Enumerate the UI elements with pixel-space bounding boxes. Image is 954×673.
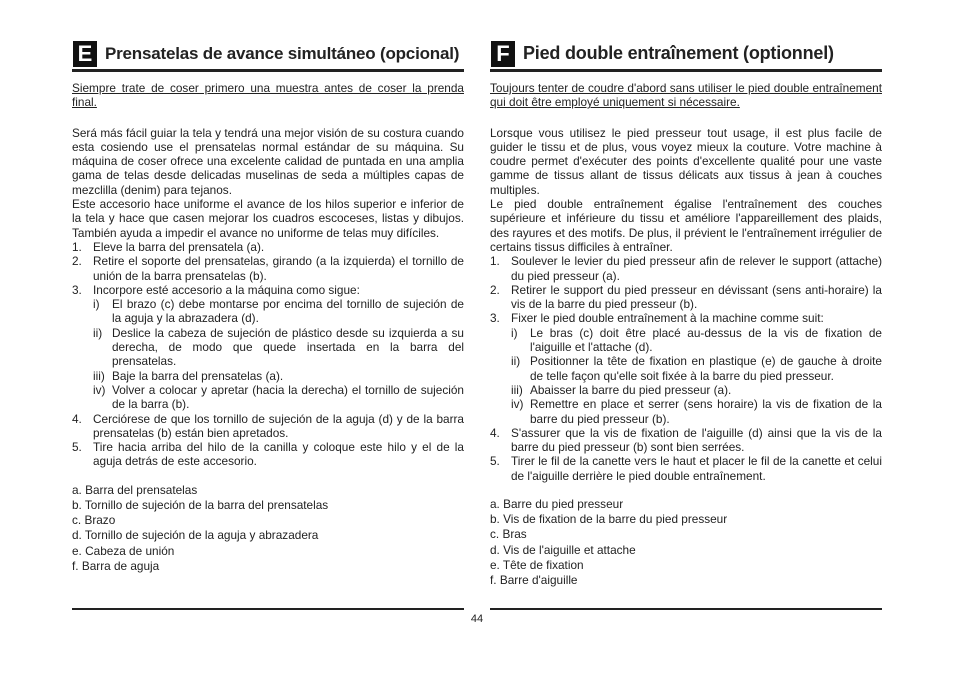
substep-item: iii) Baje la barra del prensatelas (a). bbox=[93, 368, 284, 383]
section-e-header bbox=[72, 38, 464, 72]
section-f-title: Pied double entraînement (optionnel) bbox=[523, 43, 834, 63]
legend-item: b. Vis de fixation de la barre du pied presseur bbox=[490, 512, 728, 527]
legend-item: c. Brazo bbox=[72, 513, 116, 528]
legend-item: a. Barre du pied presseur bbox=[490, 497, 624, 512]
legend-item: b. Tornillo de sujeción de la barra del prensatelas bbox=[72, 497, 329, 512]
step-item: 4. S'assurer que la vis de fixation de l'aiguille (d) ainsi que la vis de la barre du pied presseur (b) sont bien serrées. bbox=[490, 425, 882, 455]
section-f-legend bbox=[490, 497, 882, 588]
section-e-substeps bbox=[93, 297, 464, 411]
legend-item: f. Barre d'aiguille bbox=[490, 573, 578, 588]
section-e-legend bbox=[72, 483, 464, 574]
section-e bbox=[72, 38, 464, 574]
step-item: 1. Eleve la barra del prensatela (a). bbox=[72, 239, 265, 254]
section-e-title: Prensatelas de avance simultáneo (opcional) bbox=[105, 43, 460, 63]
step-item: 1. Soulever le levier du pied presseur afin de relever le support (attache) du pied presseur (a). bbox=[490, 254, 882, 283]
legend-item: a. Barra del prensatelas bbox=[72, 482, 198, 497]
section-f-substeps bbox=[511, 326, 882, 426]
legend-item: d. Vis de l'aiguille et attache bbox=[490, 542, 636, 557]
step-item: 4. Cerciórese de que los tornillo de sujeción de la aguja (d) y de la barra prensatelas (b) están bien apretados. bbox=[72, 411, 464, 440]
section-f-badge: F bbox=[491, 41, 515, 67]
step-item: 5. Tirer le fil de la canette vers le haut et placer le fil de la canette et celui de l'aiguille derrière le pied double entraînement. bbox=[490, 454, 882, 483]
section-f-bottom-rule bbox=[490, 608, 882, 610]
substep-item: iii) Abaisser la barre du pied presseur (a). bbox=[511, 382, 732, 397]
step-item: 3. Fixer le pied double entraînement à la machine comme suit: i) Le bras (c) doit être placé au-dessus de la vis de fixation de l'aiguille et l'attache (d). ii) Positionner la tête de fixation en plastique (e) de gauche à droite de telle façon qu'elle soit fixée à la barre du pied presseur. iii) Abaisser la barre du pied presseur (a). iv) Remettre en place et serrer (sens horaire) la vis de fixation de la barre du pied presseur (b). bbox=[490, 311, 882, 426]
section-e-intro: Siempre trate de coser primero una muestra antes de coser la prenda final. bbox=[72, 81, 464, 110]
section-e-paragraph: Este accesorio hace uniforme el avance de los hilos superior e inferior de la tela y hace que casen mejorar los cuadros escoceses, listas y dibujos. También ayuda a impedir el avance no uniforme de telas muy difíciles. bbox=[72, 197, 464, 240]
section-e-paragraph: Será más fácil guiar la tela y tendrá una mejor visión de su costura cuando esta cosiendo use el prensatelas normal estándar de su máquina. Su máquina de coser ofrece una excelente calidad de puntada en una amplia gama de telas desde delicadas muselinas de seda a múltiples capas de mezclilla (denim) para tejanos. bbox=[72, 125, 464, 197]
section-f-header bbox=[490, 38, 882, 72]
step-item: 5. Tire hacia arriba del hilo de la canilla y coloque este hilo y el de la aguja detrás de este accesorio. bbox=[72, 440, 464, 469]
step-item: 2. Retire el soporte del prensatelas, girando (a la izquierda) el tornillo de unión de la barra prensatelas (b). bbox=[72, 254, 464, 283]
substep-item: iv) Volver a colocar y apretar (hacia la derecha) el tornillo de sujeción de la barra (b). bbox=[93, 382, 464, 412]
section-e-bottom-rule bbox=[72, 608, 464, 610]
section-e-badge: E bbox=[73, 41, 97, 67]
legend-item: f. Barra de aguja bbox=[72, 558, 160, 573]
section-f-steps bbox=[490, 254, 882, 483]
substep-item: ii) Deslice la cabeza de sujeción de plástico desde su izquierda a su derecha, de modo que quede insertada en la barra del prensatelas. bbox=[93, 325, 464, 369]
substep-item: i) El brazo (c) debe montarse por encima del tornillo de sujeción de la aguja y la abrazadera (d). bbox=[93, 297, 464, 326]
section-e-steps bbox=[72, 240, 464, 469]
legend-item: e. Cabeza de unión bbox=[72, 543, 175, 558]
section-f-intro: Toujours tenter de coudre d'abord sans utiliser le pied double entraînement qui doit être employé uniquement si nécessaire. bbox=[490, 81, 882, 110]
legend-item: d. Tornillo de sujeción de la aguja y abrazadera bbox=[72, 528, 319, 543]
substep-item: i) Le bras (c) doit être placé au-dessus de la vis de fixation de l'aiguille et l'attache (d). bbox=[511, 325, 882, 355]
substep-item: ii) Positionner la tête de fixation en plastique (e) de gauche à droite de telle façon qu'elle soit fixée à la barre du pied presseur. bbox=[511, 354, 882, 383]
page-number: 44 bbox=[470, 613, 484, 625]
legend-item: c. Bras bbox=[490, 527, 527, 542]
section-f-paragraph: Le pied double entraînement égalise l'entraînement des couches supérieure et inférieure du tissu et améliore l'appareillement des plaids, des rayures et des motifs. De plus, il prévient le l'entraînement irrégulier de certains tissus difficiles à entraîner. bbox=[490, 197, 882, 254]
legend-item: e. Tête de fixation bbox=[490, 557, 584, 572]
step-item: 3. Incorpore esté accesorio a la máquina como sigue: i) El brazo (c) debe montarse por encima del tornillo de sujeción de la aguja y la abrazadera (d). ii) Deslice la cabeza de sujeción de plástico desde su izquierda a su derecha, de modo que quede insertada en la barra del prensatelas. iii) Baje la barra del prensatelas (a). iv) Volver a colocar y apretar (hacia la derecha) el tornillo de sujeción de la barra (b). bbox=[72, 282, 464, 412]
section-f-paragraph: Lorsque vous utilisez le pied presseur tout usage, il est plus facile de guider le tissu et de plus, vous voyez mieux la couture. Votre machine à coudre permet d'exécuter des points d'excellente qualité pour une vaste gamme de tissus allant de tissus délicats aux tissus à jean à couches multiples. bbox=[490, 125, 882, 197]
step-item: 2. Retirer le support du pied presseur en dévissant (sens anti-horaire) la vis de la barre du pied presseur (b). bbox=[490, 282, 882, 312]
section-f bbox=[490, 38, 882, 588]
substep-item: iv) Remettre en place et serrer (sens horaire) la vis de fixation de la barre du pied presseur (b). bbox=[511, 397, 882, 426]
